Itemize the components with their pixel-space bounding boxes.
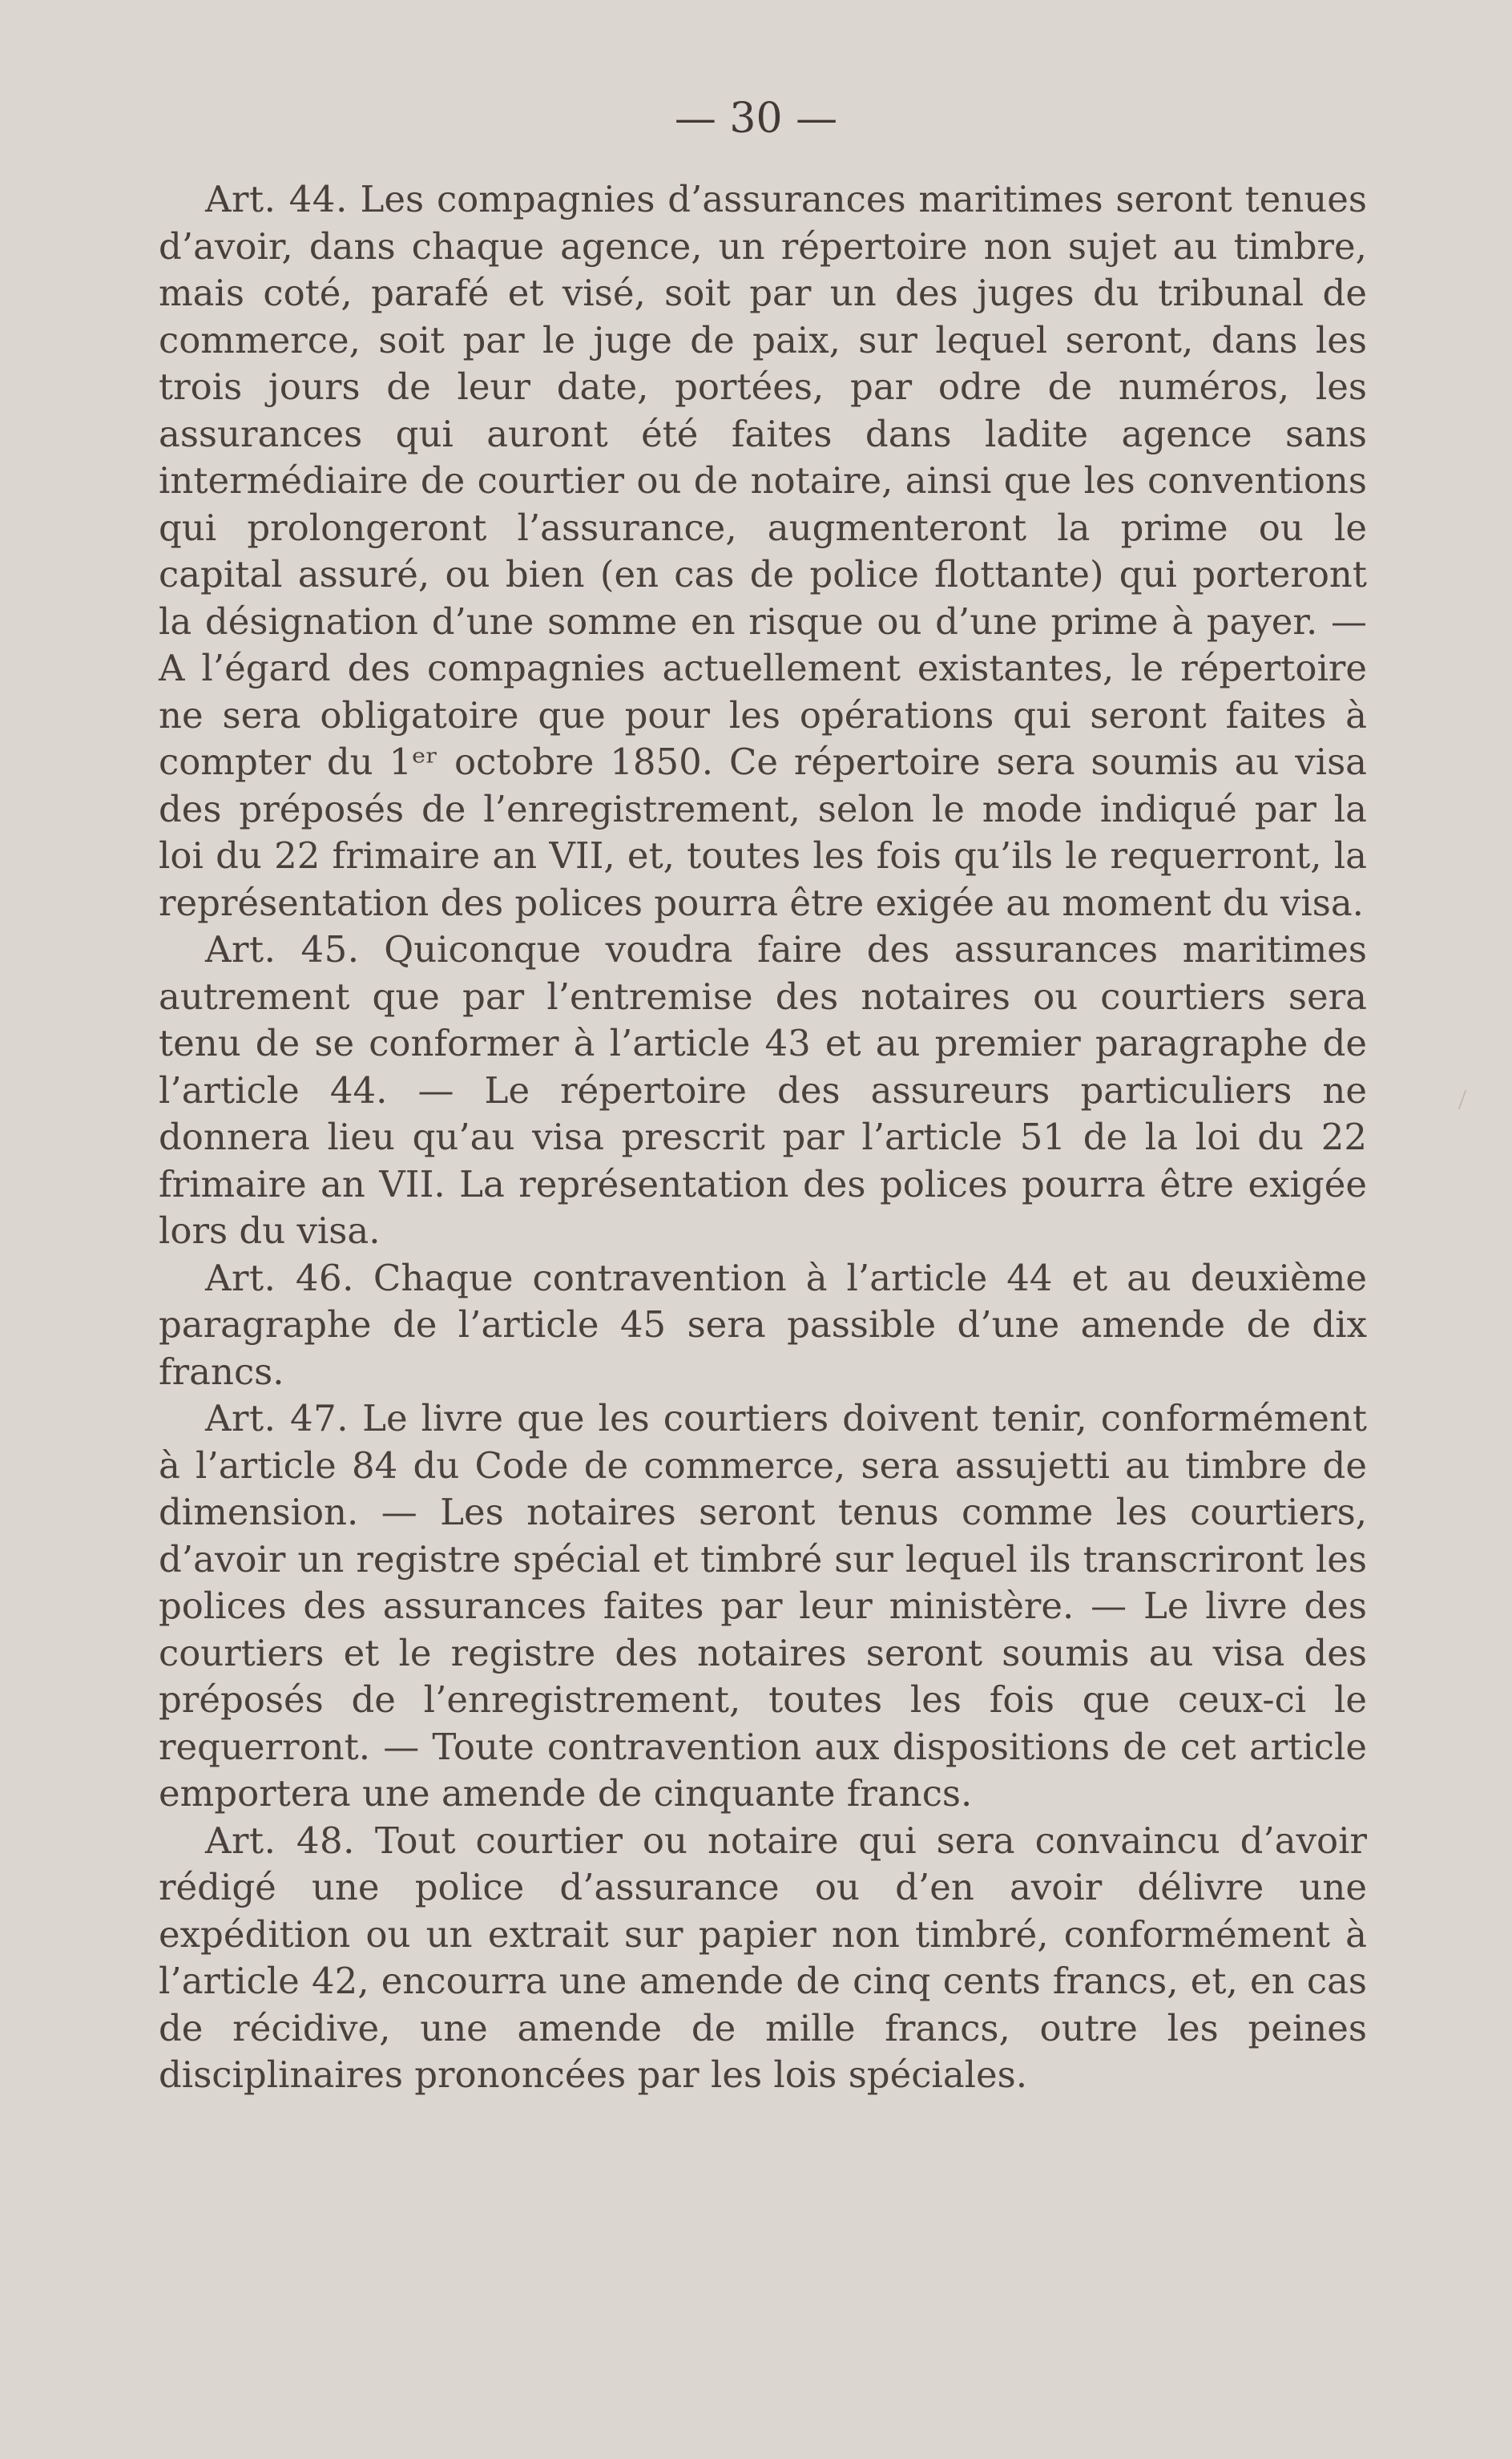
- article-46-label: Art. 46.: [205, 1256, 354, 1299]
- article-48-label: Art. 48.: [205, 1819, 355, 1862]
- article-47-text: Le livre que les courtiers doivent tenir, conformément à l’article 84 du Code de commerce, sera assujetti au timbre de dimension. — Les notaires seront tenus comme les courtiers, d’avoir un registre spécial et timbré sur lequel ils transcriront les polices des assurances faites par leur ministère. — Le livre des courtiers et le registre des notaires seront soumis au visa des préposés de l’enregistrement, toutes les fois que ceux-ci le requerront. — Toute contravention aux dispositions de cet article emportera une amende de cinquante francs.: [159, 1397, 1367, 1815]
- document-body: [159, 176, 1367, 2099]
- article-44-text: Les compagnies d’assurances maritimes seront tenues d’avoir, dans chaque agence, un répertoire non sujet au timbre, mais coté, parafé et visé, soit par un des juges du tribunal de commerce, soit par le juge de paix, sur lequel seront, dans les trois jours de leur date, portées, par odre de numéros, les assurances qui auront été faites dans ladite agence sans intermédiaire de courtier ou de notaire, ainsi que les conventions qui prolongeront l’assurance, augmenteront la prime ou le capital assuré, ou bien (en cas de police flottante) qui porteront la désignation d’une somme en risque ou d’une prime à payer. — A l’égard des compagnies actuellement existantes, le répertoire ne sera obligatoire que pour les opérations qui seront faites à compter du 1ᵉʳ octobre 1850. Ce répertoire sera soumis au visa des préposés de l’enregistrement, selon le mode indiqué par la loi du 22 frimaire an VII, et, toutes les fois qu’ils le requerront, la représentation des polices pourra être exigée au moment du visa.: [159, 178, 1368, 924]
- article-47-label: Art. 47.: [205, 1397, 349, 1439]
- article-48-text: Tout courtier ou notaire qui sera convaincu d’avoir rédigé une police d’assurance ou d’en avoir délivre une expédition ou un extrait sur papier non timbré, conformément à l’article 42, encourra une amende de cinq cents francs, et, en cas de récidive, une amende de mille francs, outre les peines disciplinaires prononcées par les lois spéciales.: [159, 1819, 1368, 2096]
- page-number: — 30 —: [674, 95, 838, 143]
- article-45-paragraph: [159, 927, 1367, 1255]
- article-44-paragraph: [159, 176, 1367, 927]
- article-47-paragraph: [159, 1395, 1367, 1818]
- article-45-label: Art. 45.: [205, 928, 360, 971]
- article-44-label: Art. 44.: [205, 178, 348, 220]
- article-48-paragraph: [159, 1818, 1367, 2099]
- article-46-paragraph: [159, 1255, 1367, 1396]
- article-45-text: Quiconque voudra faire des assurances maritimes autrement que par l’entremise des notaires ou courtiers sera tenu de se conformer à l’article 43 et au premier paragraphe de l’article 44. — Le répertoire des assureurs particuliers ne donnera lieu qu’au visa prescrit par l’article 51 de la loi du 22 frimaire an VII. La représentation des polices pourra être exigée lors du visa.: [159, 928, 1367, 1252]
- margin-pencil-mark: [1458, 1090, 1472, 1109]
- article-46-text: Chaque contravention à l’article 44 et au deuxième paragraphe de l’article 45 sera passible d’une amende de dix francs.: [159, 1256, 1367, 1393]
